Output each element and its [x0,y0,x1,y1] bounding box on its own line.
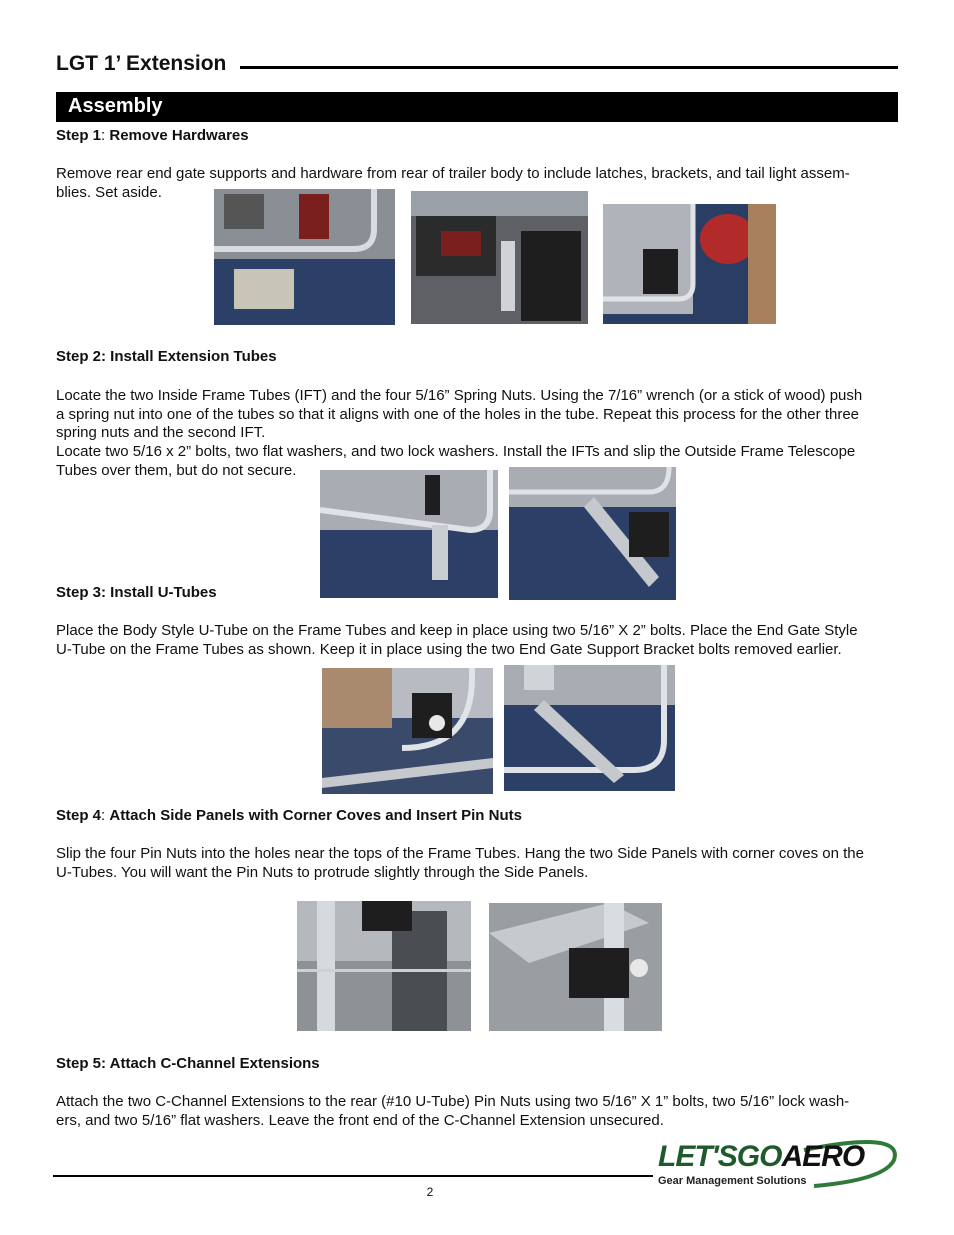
step-1-photo-drill [214,189,395,325]
step-4-text-1: Slip the four Pin Nuts into the holes near the tops of the Frame Tubes. Hang the two Side Panels with corner coves on the [56,845,864,862]
letsgoaero-logo [654,1140,904,1190]
step-3-text-2: U-Tube on the Frame Tubes as shown. Keep it in place using the two End Gate Support Bracket bolts removed earlier. [56,641,842,658]
section-bar [56,92,898,122]
step-2-photo-tube-slip [509,467,676,600]
step-3-text-1: Place the Body Style U-Tube on the Frame Tubes and keep in place using two 5/16” X 2” bolts. Place the End Gate Style [56,622,858,639]
step-1-separator: : [101,127,110,144]
step-1-label: Remove Hardwares [109,127,249,144]
step-4-label: Attach Side Panels with Corner Coves and Insert Pin Nuts [109,807,522,824]
section-title: Assembly [68,95,163,117]
step-1-photo-latch [411,191,588,324]
step-4-photo-pin-nut [489,903,662,1031]
step-3-photo-end-gate-u-tube [504,665,675,791]
step-4-heading [56,807,522,824]
step-2-text-5: Tubes over them, but do not secure. [56,462,297,479]
step-5-heading: Step 5: Attach C-Channel Extensions [56,1055,320,1072]
step-1-text: Remove rear end gate supports and hardware from rear of trailer body to include latches, brackets, and tail light assem- [56,165,850,182]
step-2-photo-tube-install [320,470,498,598]
logo-tagline: Gear Management Solutions [658,1175,807,1187]
step-5-text-2: ers, and two 5/16” flat washers. Leave the front end of the C-Channel Extension unsecured. [56,1112,664,1129]
step-1-heading [56,127,249,144]
page-number: 2 [426,1185,434,1199]
logo-wordmark [658,1140,864,1174]
step-2-heading: Step 2: Install Extension Tubes [56,348,277,365]
step-5-text-1: Attach the two C-Channel Extensions to the rear (#10 U-Tube) Pin Nuts using two 5/16” X 1” bolts, two 5/16” lock wash- [56,1093,850,1110]
footer-rule [53,1175,653,1177]
step-1-number: Step 1 [56,127,102,144]
page-title: LGT 1’ Extension [56,52,227,75]
step-3-heading: Step 3: Install U-Tubes [56,584,217,601]
step-2-text-2: a spring nut into one of the tubes so that it aligns with one of the holes in the tube. Repeat this process for the other three [56,406,860,423]
step-4-photo-side-panel [297,901,471,1031]
step-4-separator: : [101,807,110,824]
step-2-text-3: spring nuts and the second IFT. [56,424,266,441]
step-4-number: Step 4 [56,807,102,824]
step-1-text-2: blies. Set aside. [56,184,162,201]
step-2-text-1: Locate the two Inside Frame Tubes (IFT) and the four 5/16” Spring Nuts. Using the 7/16” wrench (or a stick of wood) push [56,387,863,404]
logo-lets: LET'SGO [658,1140,782,1173]
logo-aero: AERO [781,1140,865,1173]
title-rule [240,66,898,69]
step-2-text-4: Locate two 5/16 x 2” bolts, two flat washers, and two lock washers. Install the IFTs and slip the Outside Frame Telescope [56,443,856,460]
step-4-text-2: U-Tubes. You will want the Pin Nuts to protrude slightly through the Side Panels. [56,864,589,881]
step-3-photo-body-style-u-tube [322,668,493,794]
step-1-photo-tail-light [603,204,776,324]
